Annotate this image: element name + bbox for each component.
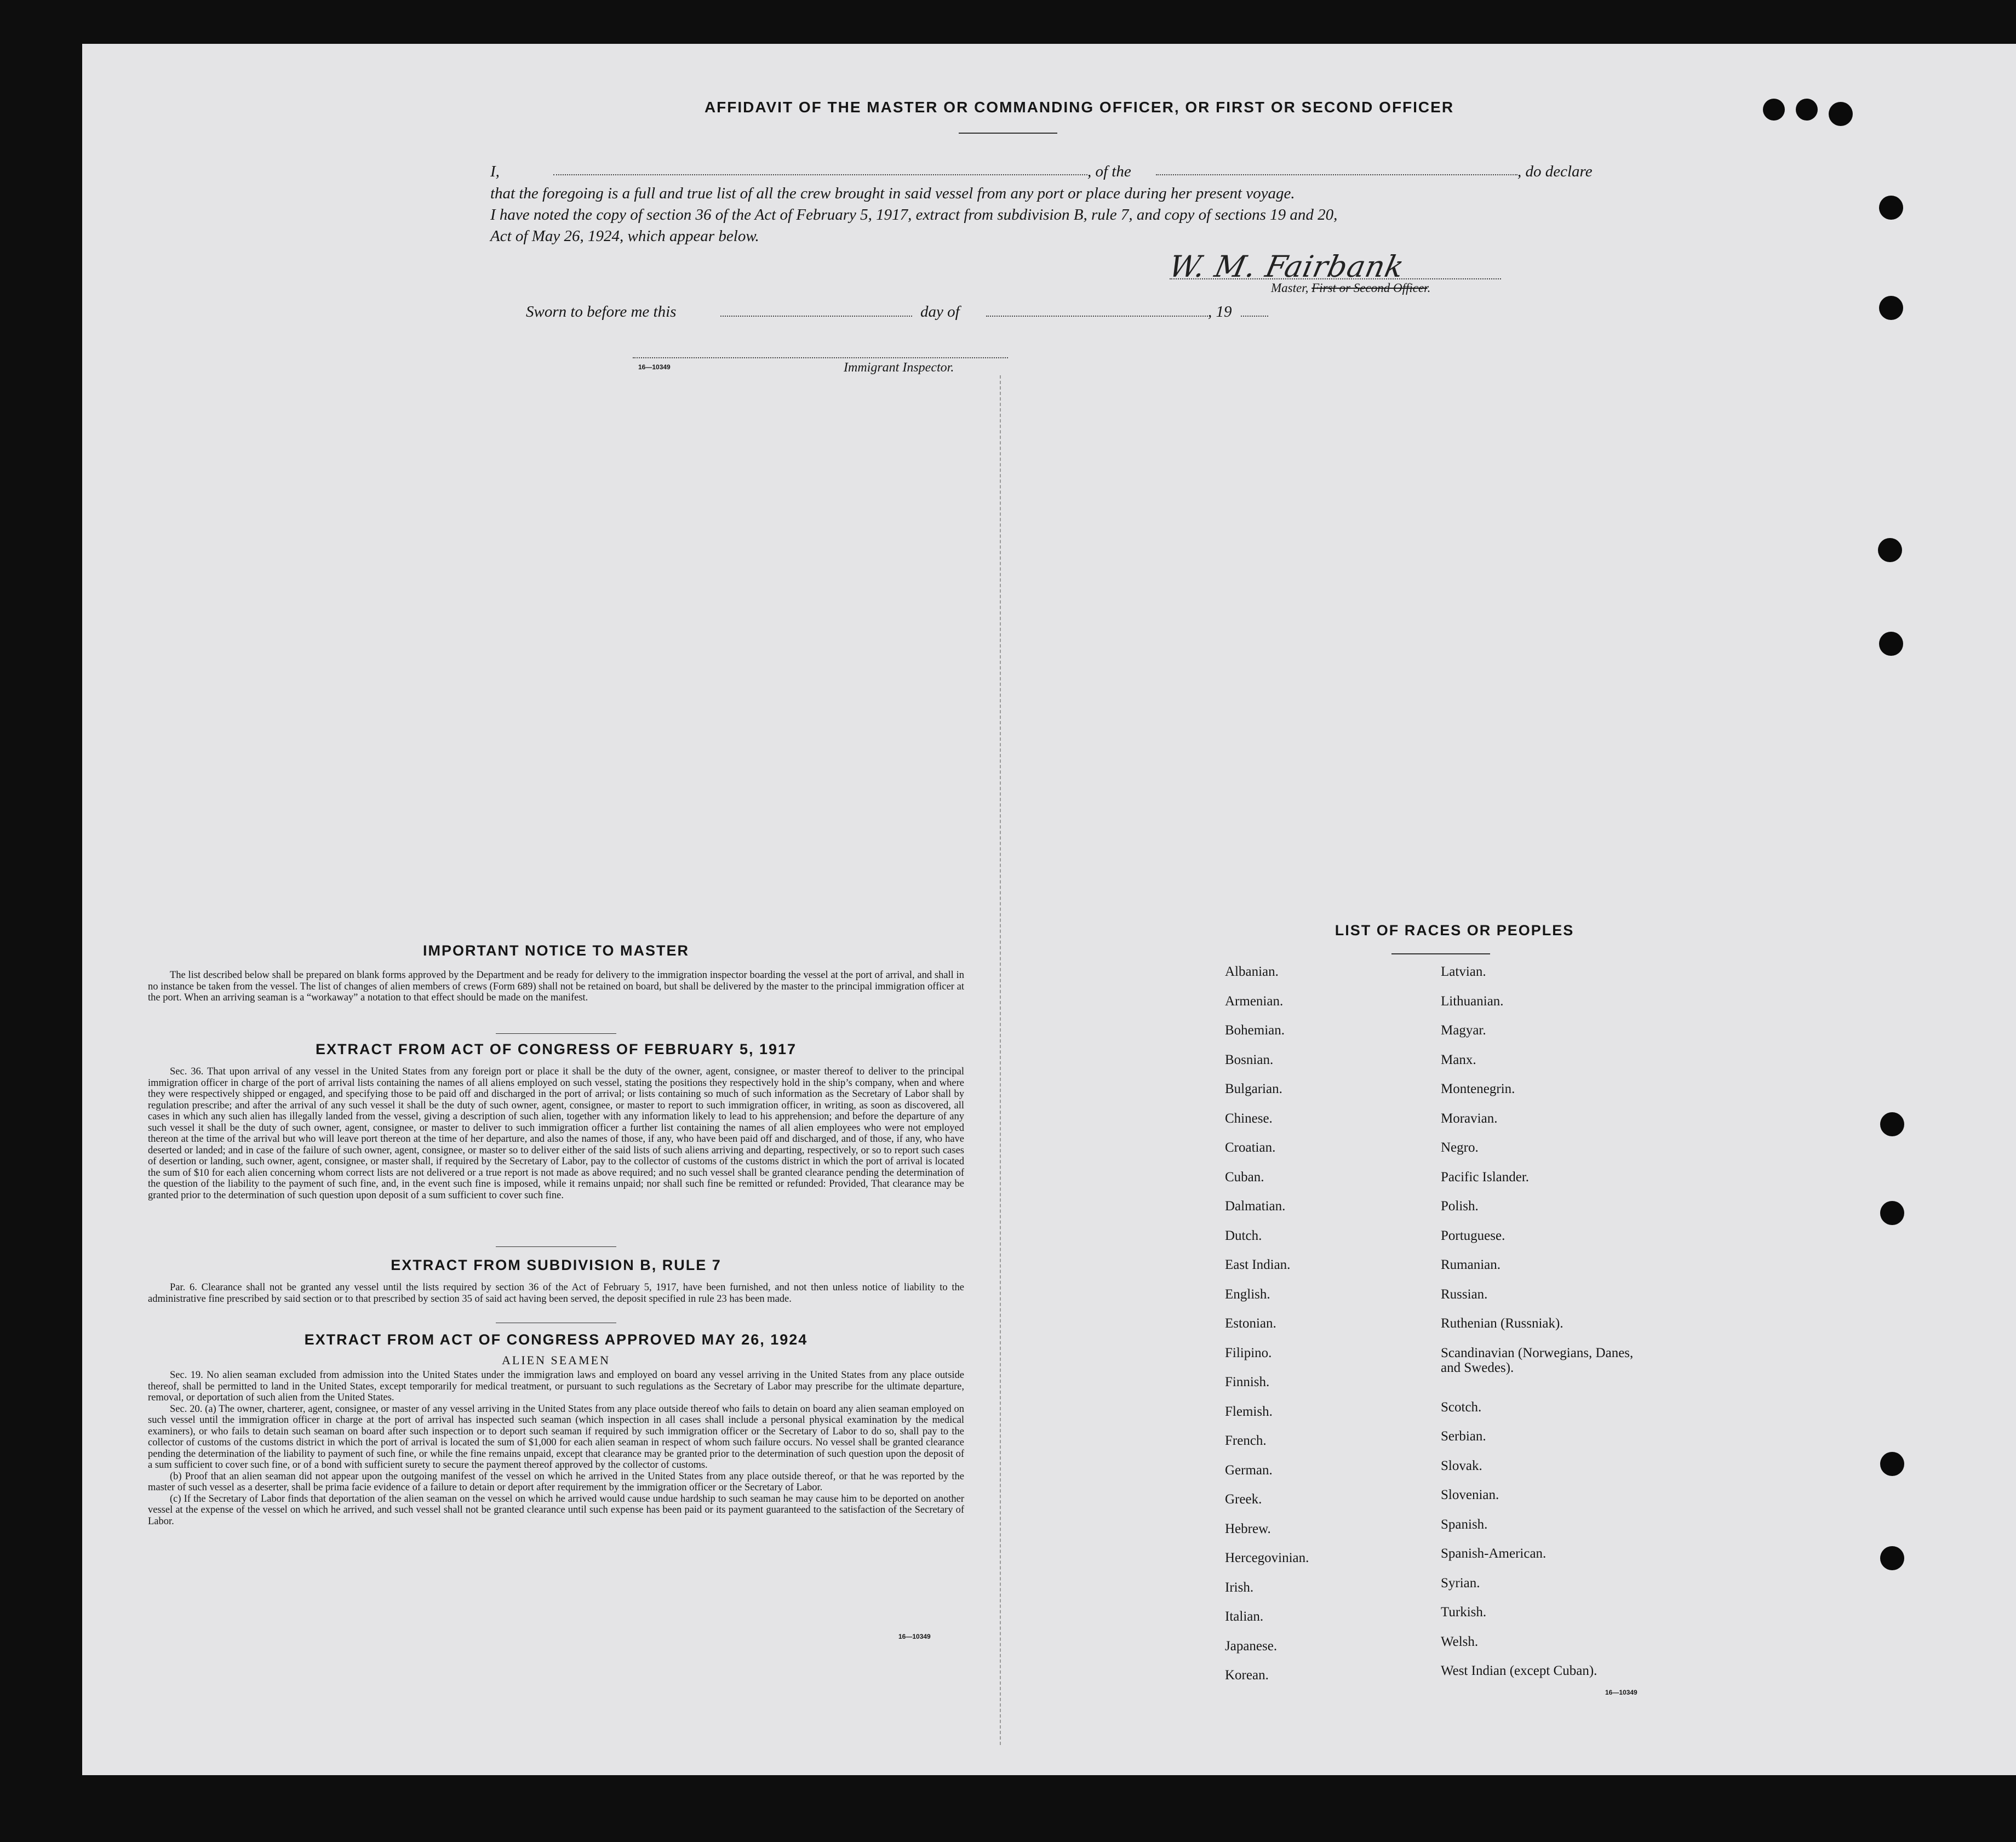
race-item: German. <box>1225 1463 1273 1478</box>
race-item: Chinese. <box>1225 1111 1273 1126</box>
affidavit-line-2: that the foregoing is a full and true list of all the crew brought in said vessel from any port or place during her present voyage. <box>490 185 1295 202</box>
notice-text <box>148 970 964 1004</box>
race-item: Albanian. <box>1225 964 1279 979</box>
master-label-prefix: Master, <box>1271 281 1309 295</box>
race-item: Italian. <box>1225 1609 1264 1624</box>
race-item: Bulgarian. <box>1225 1082 1282 1096</box>
race-item: Dutch. <box>1225 1228 1262 1243</box>
affidavit-line-3: I have noted the copy of section 36 of the Act of February 5, 1917, extract from subdivision B, rule 7, and copy of sections 19 and 20, <box>490 206 1338 224</box>
affidavit-declare: , do declare <box>1517 163 1593 180</box>
alien-seamen-subtitle: ALIEN SEAMEN <box>502 1353 610 1367</box>
extract-1917-text <box>148 1066 964 1201</box>
binder-hole-5 <box>1879 296 1903 320</box>
race-item: West Indian (except Cuban). <box>1441 1663 1597 1678</box>
race-item: Croatian. <box>1225 1140 1276 1155</box>
race-item: Syrian. <box>1441 1576 1480 1591</box>
binder-hole-9 <box>1880 1201 1904 1225</box>
section-20b-paragraph: (b) Proof that an alien seaman did not appear upon the outgoing manifest of the vessel on which he arrived in the United States from any place outside thereof, or that he was reported by the master of such vessel as a deserter, shall be prima facie evidence of a failure to detain or deport after requirement by the immigration officer or the Secretary of Labor. <box>148 1471 964 1493</box>
race-item: French. <box>1225 1433 1267 1448</box>
race-item: East Indian. <box>1225 1257 1291 1272</box>
binder-hole-11 <box>1880 1546 1904 1570</box>
inspector-line <box>633 357 1008 358</box>
affidavit-title: AFFIDAVIT OF THE MASTER OR COMMANDING OFFICER, OR FIRST OR SECOND OFFICER <box>704 99 1454 116</box>
binder-hole-8 <box>1880 1112 1904 1136</box>
sworn-day-blank <box>720 316 912 317</box>
race-item: Slovak. <box>1441 1458 1482 1473</box>
race-item: Turkish. <box>1441 1605 1487 1620</box>
race-item: Cuban. <box>1225 1170 1264 1185</box>
race-item: Bosnian. <box>1225 1052 1274 1067</box>
race-item: Scandinavian (Norwegians, Danes, and Swedes). <box>1441 1346 1634 1375</box>
race-item: Japanese. <box>1225 1639 1278 1654</box>
vessel-blank <box>1156 174 1517 175</box>
affidavit-of-the: , of the <box>1087 163 1131 180</box>
paragraph-6: Par. 6. Clearance shall not be granted any vessel until the lists required by section 36 of the Act of February 5, 1917, have been furnished, and not then unless notice of liability to the administrative fine prescribed by said section or to that prescribed by section 35 of said act having been served, the deposit specified in rule 23 has been made. <box>148 1282 964 1305</box>
section-20a-paragraph: Sec. 20. (a) The owner, charterer, agent, consignee, or master of any vessel arriving in the United States from any place outside thereof who fails to detain on board any alien seaman employed on such vessel until the immigration officer in charge at the port of arrival has inspected such seaman (which inspection in all cases shall include a personal physical examination by the medical examiners), or who fails to detain such seaman on board after such inspection or to deport such seaman if required by such immigration officer or the Secretary of Labor to do so, shall pay to the collector of customs of the customs district in which the port of arrival is located the sum of $1,000 for each alien seaman in respect of whom such failure occurs. No vessel shall be granted clearance pending the determination of the liability to payment of such fine, or while the fine remains unpaid, except that clearance may be granted prior to the determination of such question upon the deposit of a sum sufficient to cover such fine, or of a bond with sufficient surety to secure the payment thereof approved by the collector of customs. <box>148 1403 964 1471</box>
affidavit-line-4: Act of May 26, 1924, which appear below. <box>490 227 759 245</box>
race-item: Rumanian. <box>1441 1257 1501 1272</box>
race-item: Korean. <box>1225 1668 1269 1683</box>
race-item: Welsh. <box>1441 1634 1479 1649</box>
sworn-year: , 19 <box>1208 303 1232 321</box>
race-item: Armenian. <box>1225 994 1284 1009</box>
race-item: Scotch. <box>1441 1400 1482 1415</box>
race-item: Moravian. <box>1441 1111 1498 1126</box>
race-item: Russian. <box>1441 1287 1488 1302</box>
race-item: Polish. <box>1441 1199 1479 1214</box>
notice-title: IMPORTANT NOTICE TO MASTER <box>423 942 689 959</box>
binder-hole-2 <box>1796 99 1818 121</box>
race-item: Ruthenian (Russniak). <box>1441 1316 1563 1331</box>
master-label <box>1271 281 1430 295</box>
affidavit-i: I, <box>490 163 500 180</box>
extract-1924-title: EXTRACT FROM ACT OF CONGRESS APPROVED MAY 26, 1924 <box>304 1331 808 1348</box>
notice-divider <box>496 1033 616 1034</box>
form-number-top: 16—10349 <box>638 363 671 371</box>
inspector-label: Immigrant Inspector. <box>844 361 954 375</box>
race-item: Lithuanian. <box>1441 994 1504 1009</box>
races-title-underline <box>1391 953 1490 954</box>
race-item: Negro. <box>1441 1140 1479 1155</box>
extract-1917-divider <box>496 1246 616 1247</box>
section-20c-paragraph: (c) If the Secretary of Labor finds that deportation of the alien seaman on the vessel on which he arrived would cause undue hardship to such seaman he may cause him to be deported on another vessel at the expense of the vessel on which he arrived, and such vessel shall not be granted clearance until such expense has been paid or its payment guaranteed to the satisfaction of the Secretary of Labor. <box>148 1493 964 1527</box>
master-signature: W. M. Fairbank <box>1166 249 1408 284</box>
section-19-paragraph: Sec. 19. No alien seaman excluded from admission into the United States under the immigration laws and employed on board any vessel arriving in the United States from any place outside thereof, shall be permitted to land in the United States, except temporarily for medical treatment, or pursuant to such regulations as the Secretary of Labor may prescribe for the ultimate departure, removal, or deportation of such alien from the United States. <box>148 1370 964 1403</box>
race-item: Greek. <box>1225 1492 1262 1507</box>
sworn-month-blank <box>986 316 1208 317</box>
signature-line <box>1170 278 1501 279</box>
race-item: Hercegovinian. <box>1225 1551 1309 1565</box>
section-36-paragraph: Sec. 36. That upon arrival of any vessel in the United States from any foreign port or place it shall be the duty of the owner, agent, consignee, or master thereof to deliver to the principal immigration officer in charge of the port of arrival lists containing the names of all aliens employed on such vessel, stating the positions they respectively hold in the ship’s company, when and where they were respectively shipped or engaged, and specifying those to be paid off and discharged in the port of arrival; or lists containing so much of such information as the Secretary of Labor shall by regulation prescribe; and after the arrival of any such vessel it shall be the duty of such owner, agent, consignee, or master to report to such immigration officer, in writing, as soon as discovered, all cases in which any such alien has illegally landed from the vessel, giving a description of such alien, together with any information likely to lead to his apprehension; and before the departure of any such vessel it shall be the duty of such owner, agent, consignee, or master to deliver to such immigration officer a further list containing the names of all alien employees who were not employed thereon at the time of the arrival but who will leave port thereon at the time of her departure, and also the names of those, if any, who have been paid off and discharged, and of those, if any, who have deserted or landed; and in case of the failure of such owner, agent, consignee, or master so to deliver either of the said lists of such aliens arriving and departing, respectively, or so to report such cases of desertion or landing, such owner, agent, consignee, or master shall, if required by the Secretary of Labor, pay to the collector of customs of the customs district in which the port of arrival is located the sum of $10 for each alien concerning whom correct lists are not delivered or a true report is not made as above required; and no such vessel shall be granted clearance pending the determination of the question of the liability to the payment of such fine, and, in the event such fine is imposed, while it remains unpaid; nor shall such fine be remitted or refunded: Provided, That clearance may be granted prior to the determination of such question upon deposit of a sum sufficient to cover such fine. <box>148 1066 964 1201</box>
race-item: Spanish. <box>1441 1517 1488 1532</box>
master-label-suffix: . <box>1427 281 1431 295</box>
binder-hole-7 <box>1879 632 1903 656</box>
document-page <box>82 44 2016 1775</box>
name-blank <box>553 174 1087 175</box>
title-underline <box>959 133 1057 134</box>
race-item: Flemish. <box>1225 1404 1273 1419</box>
notice-paragraph: The list described below shall be prepared on blank forms approved by the Department and be ready for delivery to the immigration inspector boarding the vessel at the port of arrival, and shall in no instance be taken from the vessel. The list of changes of alien members of crews (Form 689) shall not be retained on board, but shall be delivered by the master to the principal immigration officer at the port. When an arriving seaman is a “workaway” a notation to that effect should be made on the manifest. <box>148 970 964 1003</box>
form-number-right: 16—10349 <box>1605 1689 1637 1696</box>
race-item: Estonian. <box>1225 1316 1276 1331</box>
subdivision-b-text <box>148 1282 964 1305</box>
race-item: Spanish-American. <box>1441 1546 1547 1561</box>
race-item: Bohemian. <box>1225 1023 1285 1038</box>
race-item: Portuguese. <box>1441 1228 1505 1243</box>
race-item: Slovenian. <box>1441 1488 1499 1502</box>
sworn-day-of: day of <box>920 303 960 321</box>
form-number-left: 16—10349 <box>898 1633 931 1640</box>
race-item: Pacific Islander. <box>1441 1170 1530 1185</box>
binder-hole-6 <box>1878 538 1902 562</box>
subdivision-b-title: EXTRACT FROM SUBDIVISION B, RULE 7 <box>391 1257 721 1273</box>
column-divider <box>1000 375 1001 1745</box>
sworn-prefix: Sworn to before me this <box>526 303 677 321</box>
binder-hole-10 <box>1880 1452 1904 1476</box>
race-item: Hebrew. <box>1225 1521 1271 1536</box>
master-label-struck: First or Second Officer <box>1311 281 1428 295</box>
binder-hole-4 <box>1879 196 1903 220</box>
extract-1917-title: EXTRACT FROM ACT OF CONGRESS OF FEBRUARY 5, 1917 <box>315 1041 797 1057</box>
sworn-year-blank <box>1241 316 1268 317</box>
race-item: Magyar. <box>1441 1023 1486 1038</box>
race-item: Manx. <box>1441 1052 1476 1067</box>
race-item: Serbian. <box>1441 1429 1486 1444</box>
race-item: Finnish. <box>1225 1375 1270 1389</box>
binder-hole-1 <box>1763 99 1785 121</box>
race-item: English. <box>1225 1287 1270 1302</box>
race-item: Dalmatian. <box>1225 1199 1286 1214</box>
race-item: Montenegrin. <box>1441 1082 1515 1096</box>
binder-hole-3 <box>1829 102 1853 126</box>
race-item: Latvian. <box>1441 964 1486 979</box>
extract-1924-text <box>148 1370 964 1527</box>
race-item: Irish. <box>1225 1580 1254 1595</box>
race-item: Filipino. <box>1225 1346 1272 1360</box>
races-title: LIST OF RACES OR PEOPLES <box>1335 922 1574 939</box>
